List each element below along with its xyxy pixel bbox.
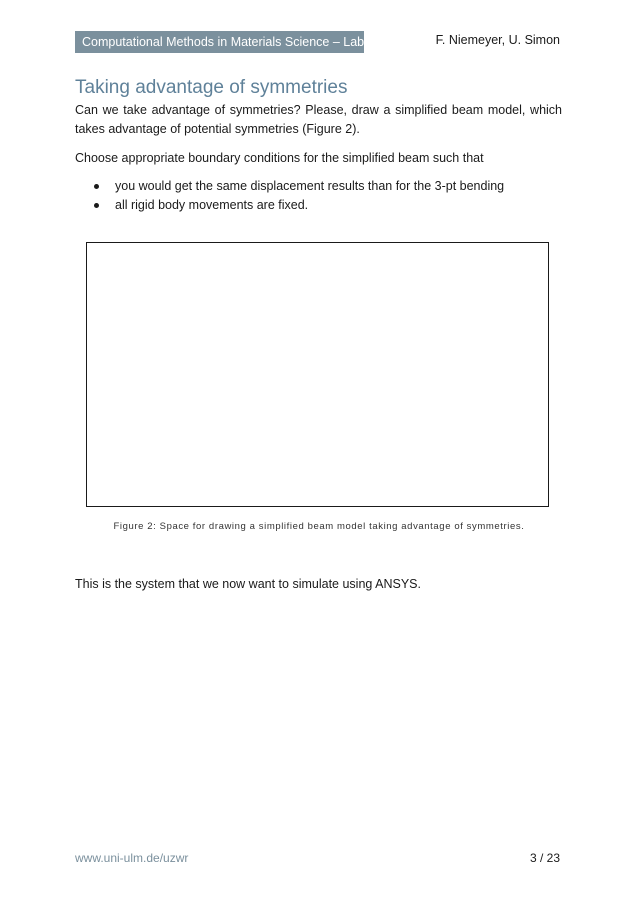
course-title-badge: Computational Methods in Materials Science – Lab 1 [75, 31, 364, 53]
intro-paragraph: Can we take advantage of symmetries? Please, draw a simplified beam model, which takes advantage of potential symmetries (Figure 2). [75, 103, 562, 136]
list-item [75, 196, 504, 215]
closing-paragraph: This is the system that we now want to simulate using ANSYS. [75, 577, 421, 591]
section-title: Taking advantage of symmetries [75, 77, 348, 98]
list-item-text: all rigid body movements are fixed. [115, 198, 309, 212]
figure-caption: Figure 2: Space for drawing a simplified beam model taking advantage of symmetries. [113, 521, 525, 532]
bullet-icon [94, 203, 99, 208]
authors: F. Niemeyer, U. Simon [435, 33, 560, 47]
bullet-icon [94, 184, 99, 189]
footer-url[interactable]: www.uni-ulm.de/uzwr [75, 851, 189, 865]
requirements-list [75, 177, 504, 215]
drawing-area [86, 242, 549, 507]
list-item [75, 177, 504, 196]
page-number: 3 / 23 [529, 851, 560, 865]
instruction-paragraph: Choose appropriate boundary conditions for the simplified beam such that [75, 151, 484, 165]
list-item-text: you would get the same displacement results than for the 3-pt bending [115, 179, 505, 193]
